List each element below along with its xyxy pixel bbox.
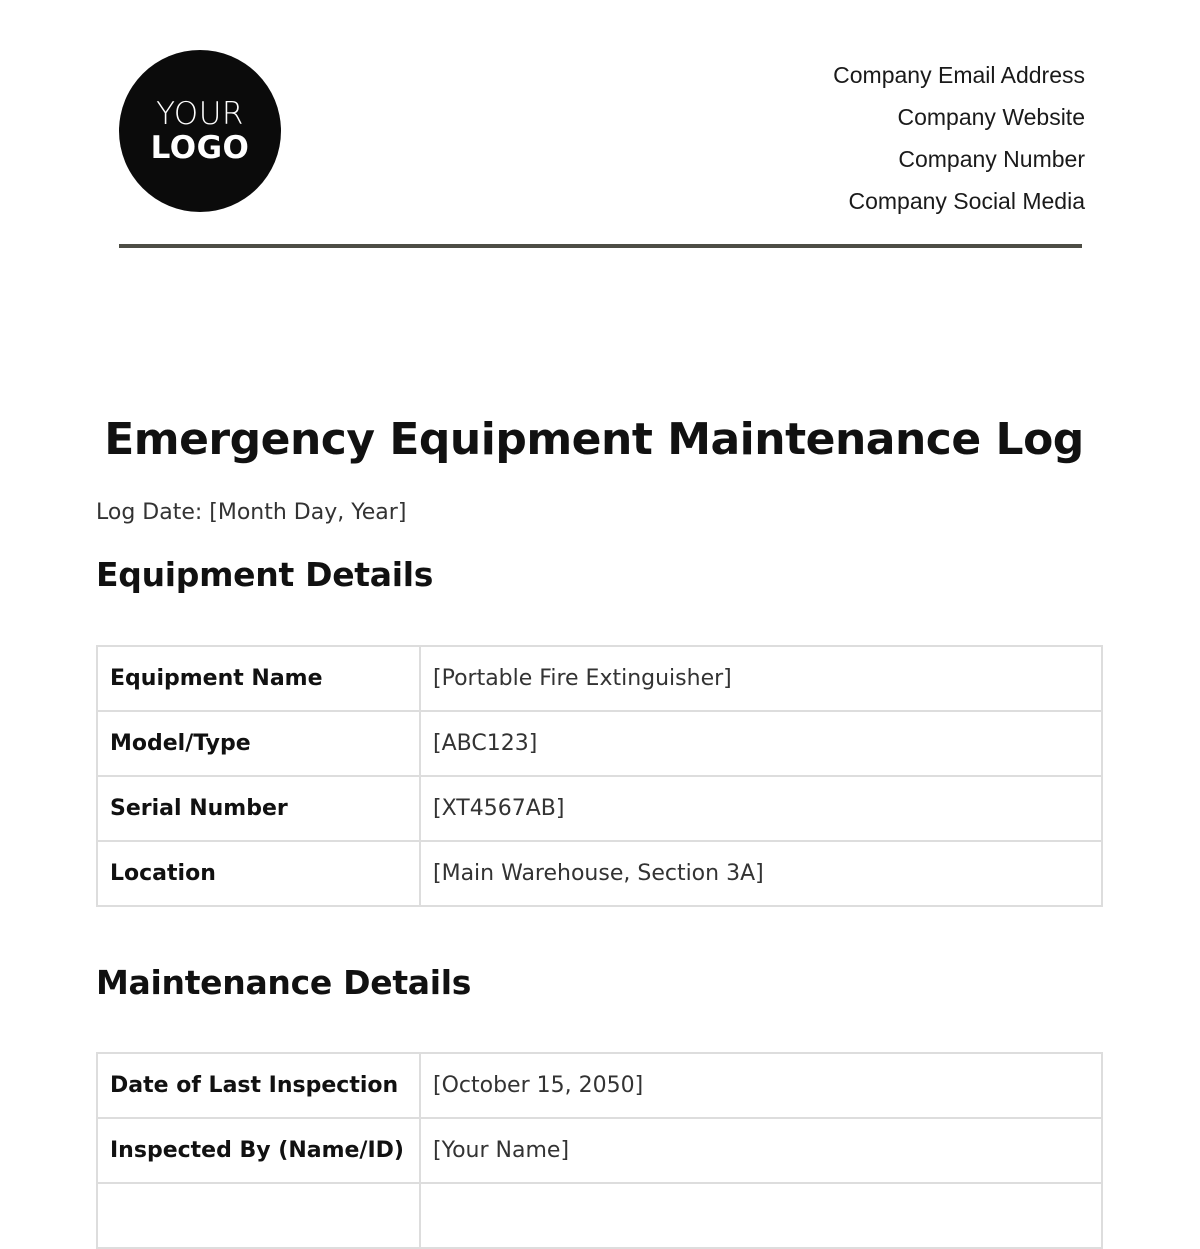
- table-row: [97, 776, 1102, 841]
- table-row: [97, 841, 1102, 906]
- company-email: Company Email Address: [833, 62, 1085, 88]
- log-date: Log Date: [Month Day, Year]: [96, 500, 407, 525]
- table-row: [97, 1053, 1102, 1118]
- row-label: Equipment Name: [97, 646, 420, 711]
- row-value: [October 15, 2050]: [420, 1053, 1102, 1118]
- equipment-details-table: [96, 645, 1103, 907]
- header-divider: [119, 244, 1082, 248]
- company-number: Company Number: [898, 146, 1085, 172]
- table-row: [97, 1118, 1102, 1183]
- row-label: Location: [97, 841, 420, 906]
- row-label: Date of Last Inspection: [97, 1053, 420, 1118]
- equipment-details-heading: Equipment Details: [96, 555, 434, 594]
- table-row: [97, 1183, 1102, 1248]
- row-value: [ABC123]: [420, 711, 1102, 776]
- table-row: [97, 711, 1102, 776]
- maintenance-details-heading: Maintenance Details: [96, 963, 472, 1002]
- company-logo: [119, 50, 281, 212]
- row-value: [XT4567AB]: [420, 776, 1102, 841]
- row-value: [420, 1183, 1102, 1248]
- row-value: [Main Warehouse, Section 3A]: [420, 841, 1102, 906]
- row-label: Serial Number: [97, 776, 420, 841]
- row-label: [97, 1183, 420, 1248]
- document-title: Emergency Equipment Maintenance Log: [104, 414, 1084, 465]
- company-social-media: Company Social Media: [848, 188, 1085, 214]
- row-value: [Your Name]: [420, 1118, 1102, 1183]
- company-website: Company Website: [897, 104, 1085, 130]
- maintenance-details-table: [96, 1052, 1103, 1249]
- company-contact-block: [833, 54, 1085, 222]
- logo-text-line2: LOGO: [150, 129, 250, 166]
- table-row: [97, 646, 1102, 711]
- row-label: Model/Type: [97, 711, 420, 776]
- row-label: Inspected By (Name/ID): [97, 1118, 420, 1183]
- row-value: [Portable Fire Extinguisher]: [420, 646, 1102, 711]
- logo-text-line1: YOUR: [156, 95, 244, 132]
